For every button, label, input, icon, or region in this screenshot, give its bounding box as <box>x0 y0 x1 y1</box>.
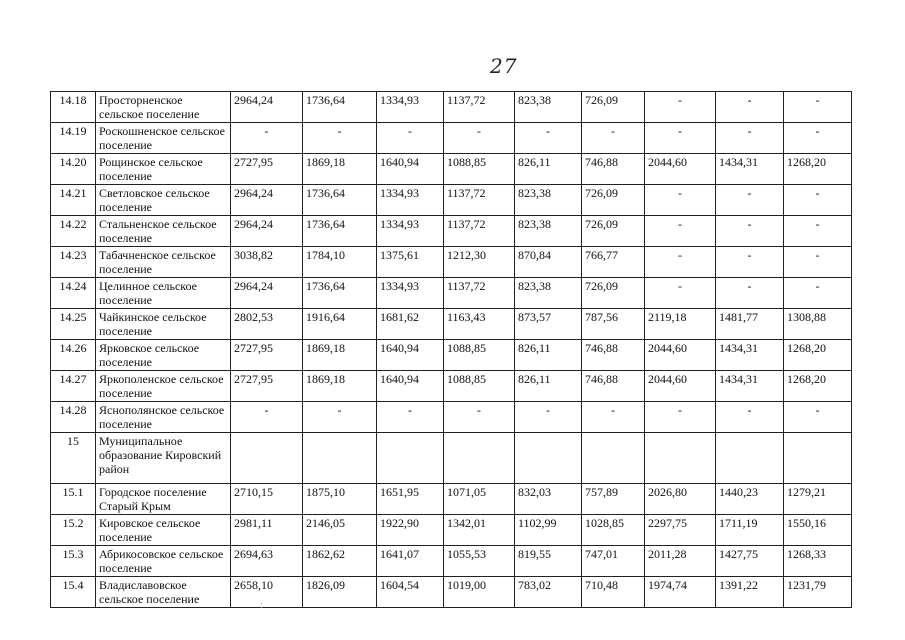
value-cell: 1268,20 <box>784 154 852 185</box>
value-cell: 1922,90 <box>377 515 444 546</box>
value-cell: 2802,53 <box>231 309 303 340</box>
value-cell <box>645 433 716 484</box>
value-cell: 1055,53 <box>444 546 515 577</box>
value-cell: 1736,64 <box>303 185 377 216</box>
value-cell: 1334,93 <box>377 92 444 123</box>
value-cell: 1440,23 <box>716 484 784 515</box>
value-cell: 1862,62 <box>303 546 377 577</box>
table-row <box>51 123 852 154</box>
settlement-name: Ярковское сельское поселение <box>96 340 231 371</box>
row-number: 14.26 <box>51 340 96 371</box>
value-cell: 1916,64 <box>303 309 377 340</box>
value-cell: 726,09 <box>582 185 645 216</box>
value-cell: 746,88 <box>582 154 645 185</box>
value-cell: 1784,10 <box>303 247 377 278</box>
value-cell: 1342,01 <box>444 515 515 546</box>
table-row <box>51 371 852 402</box>
table-row <box>51 278 852 309</box>
settlement-name: Городское поселение Старый Крым <box>96 484 231 515</box>
scan-mark: : <box>260 600 263 611</box>
value-cell: 746,88 <box>582 340 645 371</box>
settlement-name: Просторненское сельское поселение <box>96 92 231 123</box>
table-row <box>51 433 852 484</box>
value-cell: 710,48 <box>582 577 645 608</box>
value-cell <box>231 433 303 484</box>
value-cell: 1231,79 <box>784 577 852 608</box>
settlement-name: Стальненское сельское поселение <box>96 216 231 247</box>
value-cell: 2981,11 <box>231 515 303 546</box>
row-number: 14.24 <box>51 278 96 309</box>
value-cell: 1736,64 <box>303 278 377 309</box>
value-cell: 1869,18 <box>303 340 377 371</box>
settlement-name: Владиславовское сельское поселение <box>96 577 231 608</box>
row-number: 15.3 <box>51 546 96 577</box>
value-cell: 1137,72 <box>444 278 515 309</box>
settlement-name: Яснополянское сельское поселение <box>96 402 231 433</box>
settlement-name: Кировское сельское поселение <box>96 515 231 546</box>
row-number: 14.23 <box>51 247 96 278</box>
value-cell: 2964,24 <box>231 185 303 216</box>
value-cell: - <box>303 123 377 154</box>
table-row <box>51 546 852 577</box>
value-cell: 746,88 <box>582 371 645 402</box>
value-cell: - <box>716 216 784 247</box>
value-cell: 1268,33 <box>784 546 852 577</box>
value-cell: 1640,94 <box>377 154 444 185</box>
value-cell: - <box>716 402 784 433</box>
value-cell <box>784 433 852 484</box>
value-cell: 3038,82 <box>231 247 303 278</box>
value-cell: 1019,00 <box>444 577 515 608</box>
value-cell: 1308,88 <box>784 309 852 340</box>
value-cell: 2710,15 <box>231 484 303 515</box>
value-cell: 1279,21 <box>784 484 852 515</box>
value-cell: 1334,93 <box>377 185 444 216</box>
value-cell: 2658,10 <box>231 577 303 608</box>
value-cell: 1212,30 <box>444 247 515 278</box>
value-cell: 2727,95 <box>231 371 303 402</box>
value-cell: - <box>716 278 784 309</box>
value-cell: 1334,93 <box>377 216 444 247</box>
row-number: 15 <box>51 433 96 484</box>
value-cell: 873,57 <box>515 309 582 340</box>
value-cell: 1869,18 <box>303 371 377 402</box>
value-cell: 1869,18 <box>303 154 377 185</box>
value-cell: 1375,61 <box>377 247 444 278</box>
value-cell: 870,84 <box>515 247 582 278</box>
settlement-name: Яркополенское сельское поселение <box>96 371 231 402</box>
value-cell: 1137,72 <box>444 216 515 247</box>
value-cell: 726,09 <box>582 92 645 123</box>
row-number: 14.28 <box>51 402 96 433</box>
settlement-name: Чайкинское сельское поселение <box>96 309 231 340</box>
value-cell: 823,38 <box>515 216 582 247</box>
value-cell: - <box>444 402 515 433</box>
settlement-name: Абрикосовское сельское поселение <box>96 546 231 577</box>
value-cell: - <box>716 92 784 123</box>
value-cell: 1434,31 <box>716 371 784 402</box>
row-number: 14.18 <box>51 92 96 123</box>
value-cell <box>377 433 444 484</box>
value-cell: - <box>784 278 852 309</box>
value-cell: 826,11 <box>515 340 582 371</box>
value-cell: 1334,93 <box>377 278 444 309</box>
value-cell: 826,11 <box>515 154 582 185</box>
table-row <box>51 402 852 433</box>
value-cell: - <box>645 185 716 216</box>
value-cell: 1088,85 <box>444 340 515 371</box>
value-cell <box>515 433 582 484</box>
table-row <box>51 309 852 340</box>
value-cell: 1651,95 <box>377 484 444 515</box>
value-cell: - <box>784 92 852 123</box>
table-row <box>51 484 852 515</box>
table-row <box>51 247 852 278</box>
value-cell: - <box>303 402 377 433</box>
value-cell: 1826,09 <box>303 577 377 608</box>
row-number: 14.20 <box>51 154 96 185</box>
value-cell: 826,11 <box>515 371 582 402</box>
row-number: 15.2 <box>51 515 96 546</box>
table-row <box>51 577 852 608</box>
value-cell: 1875,10 <box>303 484 377 515</box>
value-cell: 2964,24 <box>231 92 303 123</box>
value-cell: 1028,85 <box>582 515 645 546</box>
value-cell: 726,09 <box>582 278 645 309</box>
value-cell: - <box>645 92 716 123</box>
value-cell: 2044,60 <box>645 371 716 402</box>
value-cell: 1736,64 <box>303 92 377 123</box>
value-cell: - <box>582 123 645 154</box>
settlement-name: Целинное сельское поселение <box>96 278 231 309</box>
value-cell: - <box>716 247 784 278</box>
row-number: 14.25 <box>51 309 96 340</box>
row-number: 15.4 <box>51 577 96 608</box>
table-row <box>51 340 852 371</box>
value-cell: 1640,94 <box>377 340 444 371</box>
value-cell: 2026,80 <box>645 484 716 515</box>
table-row <box>51 515 852 546</box>
value-cell: 823,38 <box>515 92 582 123</box>
value-cell: - <box>784 402 852 433</box>
value-cell <box>582 433 645 484</box>
row-number: 14.21 <box>51 185 96 216</box>
value-cell: 1681,62 <box>377 309 444 340</box>
value-cell: 1427,75 <box>716 546 784 577</box>
row-number: 14.27 <box>51 371 96 402</box>
value-cell: 1481,77 <box>716 309 784 340</box>
value-cell: 1604,54 <box>377 577 444 608</box>
value-cell: - <box>515 402 582 433</box>
row-number: 14.22 <box>51 216 96 247</box>
table-row <box>51 185 852 216</box>
value-cell: - <box>784 216 852 247</box>
value-cell: 2694,63 <box>231 546 303 577</box>
settlement-name: Муниципальное образование Кировский район <box>96 433 231 484</box>
value-cell: 757,89 <box>582 484 645 515</box>
value-cell: 823,38 <box>515 185 582 216</box>
settlement-name: Табачненское сельское поселение <box>96 247 231 278</box>
value-cell: - <box>582 402 645 433</box>
value-cell: 2727,95 <box>231 340 303 371</box>
value-cell: 766,77 <box>582 247 645 278</box>
value-cell: - <box>645 216 716 247</box>
value-cell: 1102,99 <box>515 515 582 546</box>
value-cell: - <box>645 402 716 433</box>
value-cell: 1137,72 <box>444 92 515 123</box>
value-cell: 2964,24 <box>231 216 303 247</box>
value-cell: 726,09 <box>582 216 645 247</box>
value-cell: - <box>645 278 716 309</box>
value-cell: 747,01 <box>582 546 645 577</box>
value-cell: 1137,72 <box>444 185 515 216</box>
value-cell: 787,56 <box>582 309 645 340</box>
value-cell: 1088,85 <box>444 371 515 402</box>
value-cell: 1550,16 <box>784 515 852 546</box>
table-row <box>51 154 852 185</box>
value-cell: 1071,05 <box>444 484 515 515</box>
value-cell: - <box>377 402 444 433</box>
table-row <box>51 92 852 123</box>
value-cell: - <box>377 123 444 154</box>
value-cell: 2964,24 <box>231 278 303 309</box>
value-cell: 832,03 <box>515 484 582 515</box>
table-row <box>51 216 852 247</box>
value-cell <box>716 433 784 484</box>
value-cell: 1736,64 <box>303 216 377 247</box>
value-cell: - <box>645 123 716 154</box>
value-cell: 2044,60 <box>645 340 716 371</box>
value-cell <box>444 433 515 484</box>
value-cell: 1391,22 <box>716 577 784 608</box>
page-number: 27 <box>490 54 518 78</box>
value-cell: 1711,19 <box>716 515 784 546</box>
settlement-name: Роскошненское сельское поселение <box>96 123 231 154</box>
value-cell: 2727,95 <box>231 154 303 185</box>
value-cell: - <box>716 185 784 216</box>
row-number: 14.19 <box>51 123 96 154</box>
value-cell: - <box>231 123 303 154</box>
value-cell: 1163,43 <box>444 309 515 340</box>
value-cell: 823,38 <box>515 278 582 309</box>
value-cell: 1268,20 <box>784 371 852 402</box>
value-cell: - <box>515 123 582 154</box>
value-cell: 2119,18 <box>645 309 716 340</box>
settlement-name: Рощинское сельское поселение <box>96 154 231 185</box>
value-cell: 1088,85 <box>444 154 515 185</box>
value-cell: 1640,94 <box>377 371 444 402</box>
value-cell: 1974,74 <box>645 577 716 608</box>
value-cell: 1434,31 <box>716 340 784 371</box>
value-cell <box>303 433 377 484</box>
value-cell: 783,02 <box>515 577 582 608</box>
value-cell: 1268,20 <box>784 340 852 371</box>
value-cell: 1434,31 <box>716 154 784 185</box>
value-cell: 1641,07 <box>377 546 444 577</box>
settlement-name: Светловское сельское поселение <box>96 185 231 216</box>
value-cell: - <box>645 247 716 278</box>
value-cell: - <box>784 123 852 154</box>
row-number: 15.1 <box>51 484 96 515</box>
value-cell: - <box>231 402 303 433</box>
value-cell: 819,55 <box>515 546 582 577</box>
value-cell: 2011,28 <box>645 546 716 577</box>
tariff-table <box>50 91 852 608</box>
value-cell: - <box>444 123 515 154</box>
value-cell: 2044,60 <box>645 154 716 185</box>
value-cell: - <box>784 185 852 216</box>
value-cell: - <box>784 247 852 278</box>
value-cell: - <box>716 123 784 154</box>
value-cell: 2146,05 <box>303 515 377 546</box>
value-cell: 2297,75 <box>645 515 716 546</box>
